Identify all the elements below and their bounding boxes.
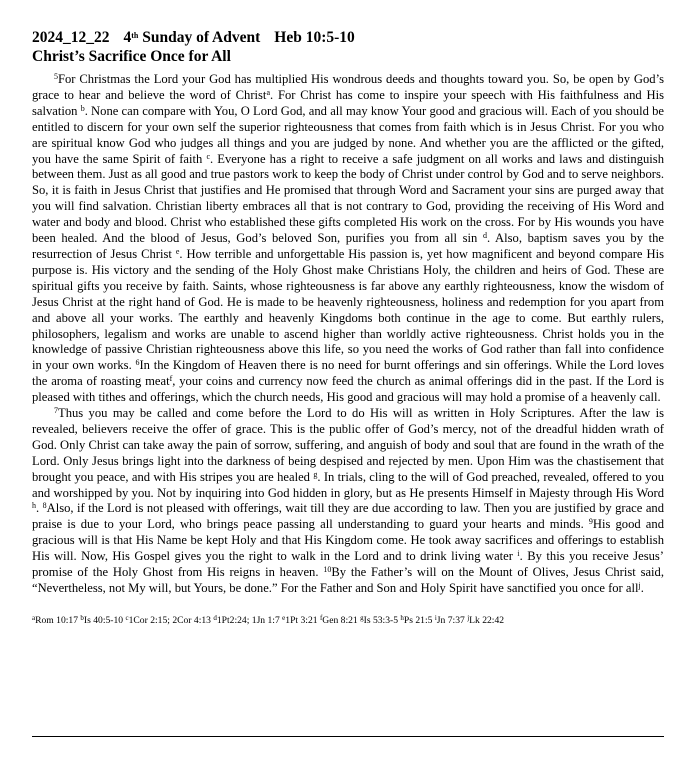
footnote-mark: j xyxy=(467,613,470,622)
verse-number: 10 xyxy=(323,565,332,575)
header-day-suffix: th xyxy=(131,31,139,40)
header-reading: Heb 10:5-10 xyxy=(274,29,355,46)
text-segment: . How terrible and unforgettable His passion is, yet how magnificent and beyond compare His purpose is. His victory and the sending of the Holy Ghost make Christians Holy, the children and heirs of God. These are spiritual gifts you receive by faith. Saints, whose righteousness is far above any earthly righteousness, know the wisdom of Jesus Christ at the right hand of God. He is made to be heavenly righteousness, holiness and redemption for you apart from and above all your works. The earthly and heavenly Kingdoms both continue in the age to come. But earthly rulers, philosophers, legalism and works are unable to ascend higher than worldly active righteousness. Christ holds you in the knowledge of passive Christian righteousness above this life, so you need the works of God rather than fall into confidence in your own works. xyxy=(32,246,664,373)
footnote-mark: a xyxy=(32,613,36,622)
text-segment: For Christmas the Lord your God has multiplied His wondrous deeds and thoughts toward you. So, be open by God’s grace to hear and believe the word of Christ xyxy=(32,72,664,102)
footnote-mark: f xyxy=(319,613,323,622)
verse-number: 7 xyxy=(54,406,58,416)
footnote-ref: Is 53:3-5 xyxy=(363,614,401,626)
verse-number: 5 xyxy=(54,72,58,81)
verse-number: 8 xyxy=(42,501,47,511)
text-segment: , your coins and currency now feed the church as animal offerings did in the past. If the Lord is pleased with tithes and offerings, which the church needs, His good and gracious will may hold a promise of a heavenly call. xyxy=(32,374,665,405)
footnote-mark: e xyxy=(282,613,286,622)
header-line xyxy=(32,28,664,47)
text-segment: . xyxy=(36,501,43,516)
text-segment: Thus you may be called and come before the Lord to do His will as written in Holy Scriptures. After the law is revealed, believers receive the offer of grace. This is the public offer of God’s mercy, not of the dreadful hidden wrath of God. Only Christ can take away the pain of sorrow, suffering, and anguish of body and soul that are found in the wrath of the Lord. Only Jesus brings light into the darkness of being despised and rejected by men. Upon Him was the chastisement that brought you peace, and with His stripes you are healed xyxy=(32,406,664,484)
text-segment: Also, if the Lord is not pleased with offerings, wait till they are due according to law. Then you are justified by grace and praise is due to your Lord, who brings peace passing all understanding to guard your hearts and minds. xyxy=(32,501,665,532)
footnote-mark: c xyxy=(125,613,129,622)
document-page xyxy=(32,28,664,627)
footnote-list xyxy=(32,615,664,627)
footnote-ref: Is 40:5-10 xyxy=(83,614,126,626)
footnote-ref: Rom 10:17 xyxy=(35,614,81,626)
header-date: 2024_12_22 xyxy=(32,29,110,46)
text-segment: . Everyone has a right to receive a safe judgment on all works and laws and distinguish between them. Just as all good and true pastors work to keep the body of Christ under control by God and to serve neighbors. So, it is faith in Jesus Christ that justifies and He promised that through Word and Sacrament your sins are purged away that you will find salvation. Christian liberty embraces all that is not contrary to God, providing the receiving of His Word and water and body and blood. Christ who established these gifts completed His work on the cross. For by His wounds you have been healed. And the blood of Jesus, God’s beloved Son, purifies you from all sin xyxy=(32,151,664,246)
text-segment: In the Kingdom of Heaven there is no need for burnt offerings and sin offerings. While the Lord loves the aroma of roasting meat xyxy=(32,358,664,389)
footnote-mark: i xyxy=(434,613,437,622)
footnote-marker: d xyxy=(482,231,487,241)
footnote-ref: Gen 8:21 xyxy=(322,614,361,626)
header-day xyxy=(124,29,261,46)
sermon-body xyxy=(32,72,664,597)
text-segment: . xyxy=(640,581,644,595)
footnote-marker: f xyxy=(169,374,173,384)
text-segment: By the Father’s will on the Mount of Olives, Jesus Christ said, “Nevertheless, not My will, but Yours, be done.” For the Father and Son and Holy Spirit have sanctified you once for all xyxy=(32,565,664,595)
text-segment: His good and gracious will is that His Name be kept Holy and that His Kingdom come. He took away sacrifices and offerings to establish His will. Now, His Gospel gives you the right to walk in the Lord and to drink living water xyxy=(32,517,664,564)
verse-number: 9 xyxy=(588,517,593,527)
footnote-mark: h xyxy=(400,613,404,622)
bottom-rule xyxy=(32,736,664,737)
footnote-marker: c xyxy=(206,151,210,161)
text-segment: . By this you receive Jesus’ promise of the Holy Ghost from His reigns in heaven. xyxy=(32,549,665,580)
text-segment: . None can compare with You, O Lord God, and all may know Your good and gracious will. Each of you should be entitled to discern for your own self the superior righteousness that comes from faith which is in Jesus Christ. For you who are spiritual know God who judges all things and you are judged by none. And whether you are the afflicted or the gifted, you have the same Spirit of faith xyxy=(32,103,664,166)
footnote-ref: 1Cor 2:15; 2Cor 4:13 xyxy=(128,614,214,626)
footnote-ref: Jn 7:37 xyxy=(436,614,468,626)
text-segment: . For Christ has come to inspire your speech with His faithfulness and His salvation xyxy=(32,87,664,118)
header-day-name: Sunday of Advent xyxy=(142,29,261,46)
footnote-mark: d xyxy=(213,613,217,622)
footnote-marker: e xyxy=(175,246,180,256)
footnote-marker: b xyxy=(80,103,85,113)
footnote-marker: i xyxy=(517,549,520,559)
text-segment: . Also, baptism saves you by the resurrection of Jesus Christ xyxy=(32,231,665,261)
footnote-marker: a xyxy=(266,87,270,97)
text-segment: . In trials, cling to the will of God preached, revealed, offered to you and worshipped by you. Not by inquiring into God hidden in glory, but as He presents Himself in Majesty through His Word xyxy=(32,469,664,500)
footnote-marker: h xyxy=(32,501,36,511)
paragraph-2 xyxy=(32,406,664,597)
paragraph-1 xyxy=(32,72,664,406)
footnote-mark: g xyxy=(360,613,364,622)
footnote-ref: 1Pt2:24; 1Jn 1:7 xyxy=(216,614,283,626)
footnote-mark: b xyxy=(80,613,84,622)
footnote-ref: 1Pt 3:21 xyxy=(285,614,320,626)
footnote-marker: g xyxy=(313,469,318,479)
footnote-ref: Ps 21:5 xyxy=(403,614,435,626)
footnote-marker: j xyxy=(638,581,641,590)
header-day-num: 4 xyxy=(123,29,132,46)
page-title: Christ’s Sacrifice Once for All xyxy=(32,48,231,65)
footnote-ref: Lk 22:42 xyxy=(469,614,505,626)
verse-number: 6 xyxy=(135,358,140,368)
